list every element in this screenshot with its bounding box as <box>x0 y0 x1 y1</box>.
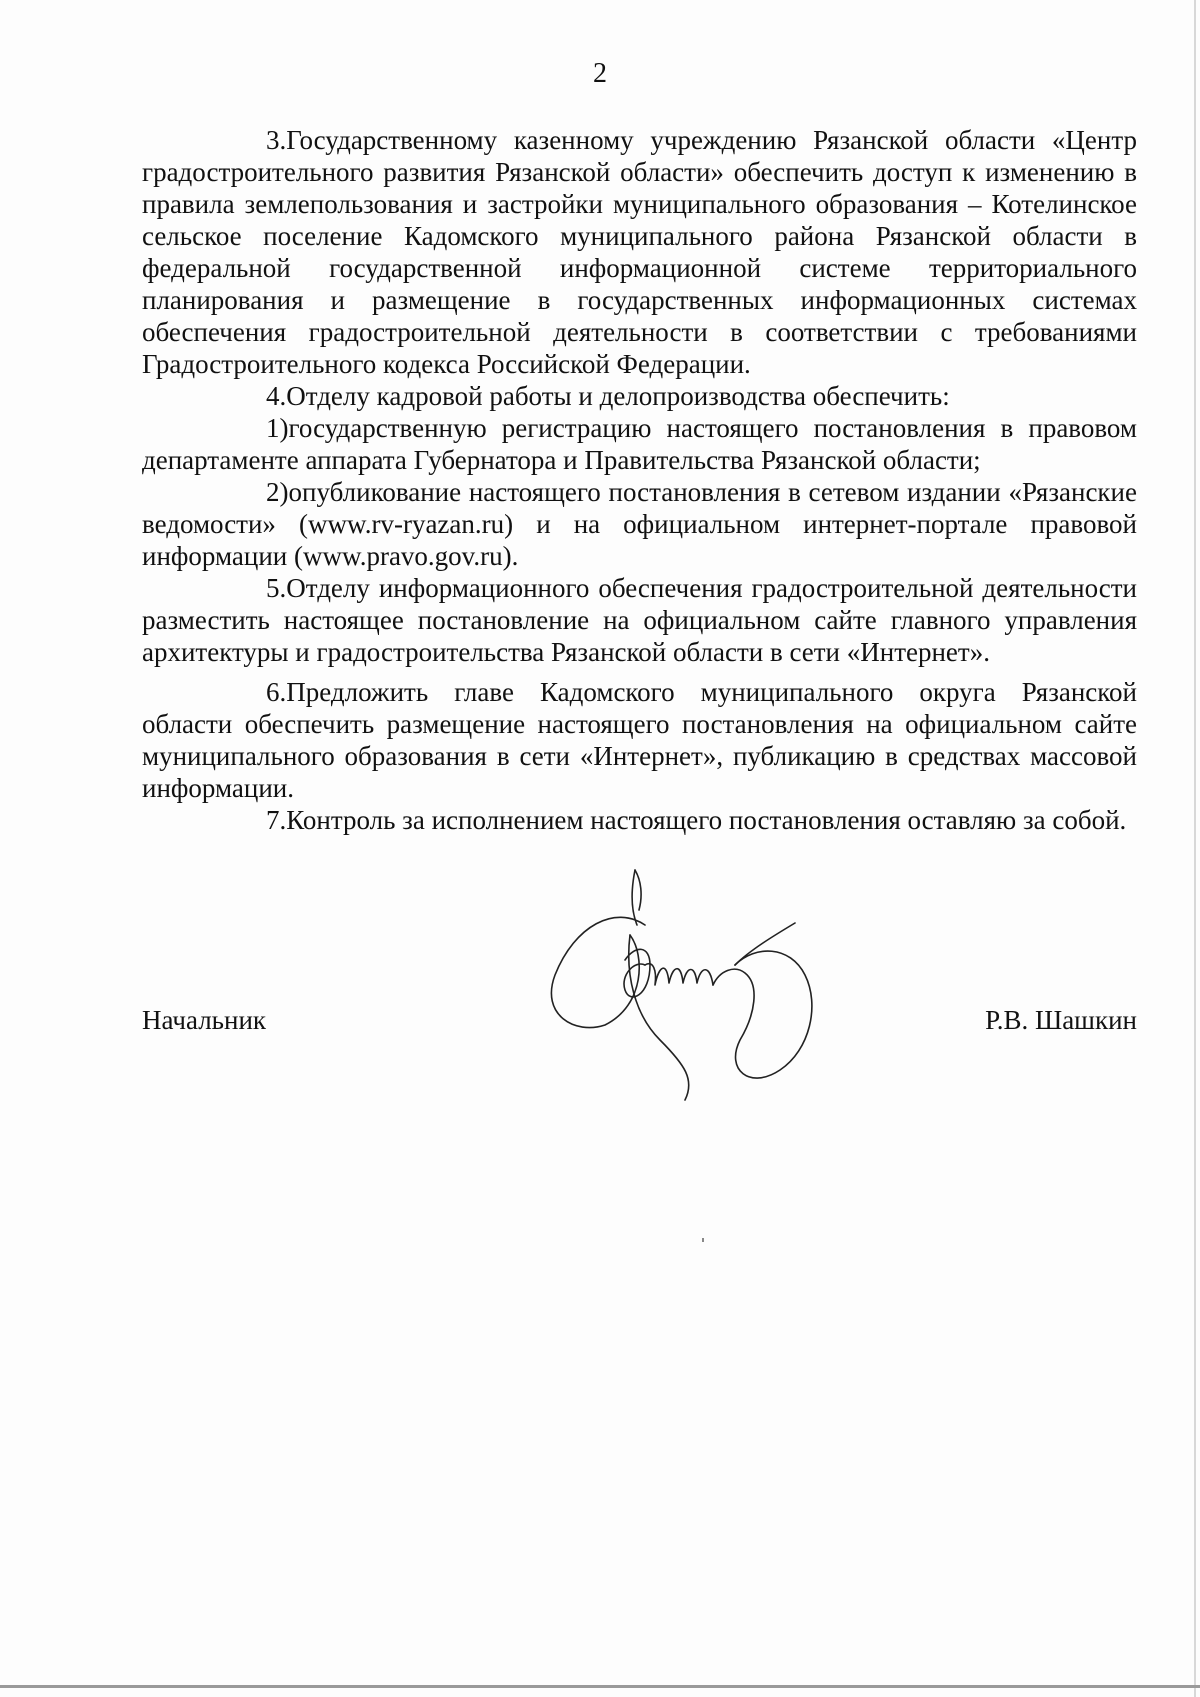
page-number: 2 <box>593 58 607 89</box>
paragraph-number: 6. <box>266 677 287 707</box>
scan-speck <box>702 1238 704 1242</box>
paragraph-4 <box>142 380 1137 412</box>
paragraph-number: 7. <box>266 805 287 835</box>
paragraph-number: 1) <box>266 413 289 443</box>
paragraph-number: 4. <box>266 381 287 411</box>
paragraph-text: Контроль за исполнением настоящего постановления оставляю за собой. <box>286 805 1127 835</box>
paragraph-text: Отделу кадровой работы и делопроизводства обеспечить: <box>286 381 950 411</box>
paragraph-4-2 <box>142 476 1137 572</box>
paragraph-text: Предложить главе Кадомского муниципального округа Рязанской области обеспечить размещение настоящего постановления на официальном сайте муниципального образования в сети «Интернет», публикацию в средствах массовой информации. <box>142 677 1137 803</box>
signature-block <box>142 1005 1137 1045</box>
paragraph-6 <box>142 676 1137 804</box>
paragraph-text: опубликование настоящего постановления в сетевом издании «Рязанские ведомости» (www.rv-ryazan.ru) и на официальном интернет-портале правовой информации (www.pravo.gov.ru). <box>142 477 1137 571</box>
paragraph-text: государственную регистрацию настоящего постановления в правовом департаменте аппарата Губернатора и Правительства Рязанской области; <box>142 413 1137 475</box>
position-title: Начальник <box>142 1005 267 1035</box>
paragraph-3 <box>142 124 1137 380</box>
scan-edge-bottom <box>0 1685 1200 1688</box>
paragraph-text: Государственному казенному учреждению Рязанской области «Центр градостроительного развития Рязанской области» обеспечить доступ к изменению в правила землепользования и застройки муниципального образования – Котелинское сельское поселение Кадомского муниципального района Рязанской области в федеральной государственной информационной системе территориального планирования и размещение в государственных информационных системах обеспечения градостроительной деятельности в соответствии с требованиями Градостроительного кодекса Российской Федерации. <box>142 125 1137 379</box>
paragraph-text: Отделу информационного обеспечения градостроительной деятельности разместить настоящее постановление на официальном сайте главного управления архитектуры и градостроительства Рязанской области в сети «Интернет». <box>142 573 1137 667</box>
scan-edge-right <box>1194 0 1196 1697</box>
paragraph-number: 5. <box>266 573 287 603</box>
paragraph-number: 3. <box>266 125 287 155</box>
paragraph-4-1 <box>142 412 1137 476</box>
paragraph-7 <box>142 804 1137 836</box>
paragraph-number: 2) <box>266 477 289 507</box>
document-body <box>142 124 1137 836</box>
signatory-name: Р.В. Шашкин <box>985 1005 1137 1035</box>
paragraph-5 <box>142 572 1137 668</box>
handwritten-signature <box>535 865 835 1125</box>
